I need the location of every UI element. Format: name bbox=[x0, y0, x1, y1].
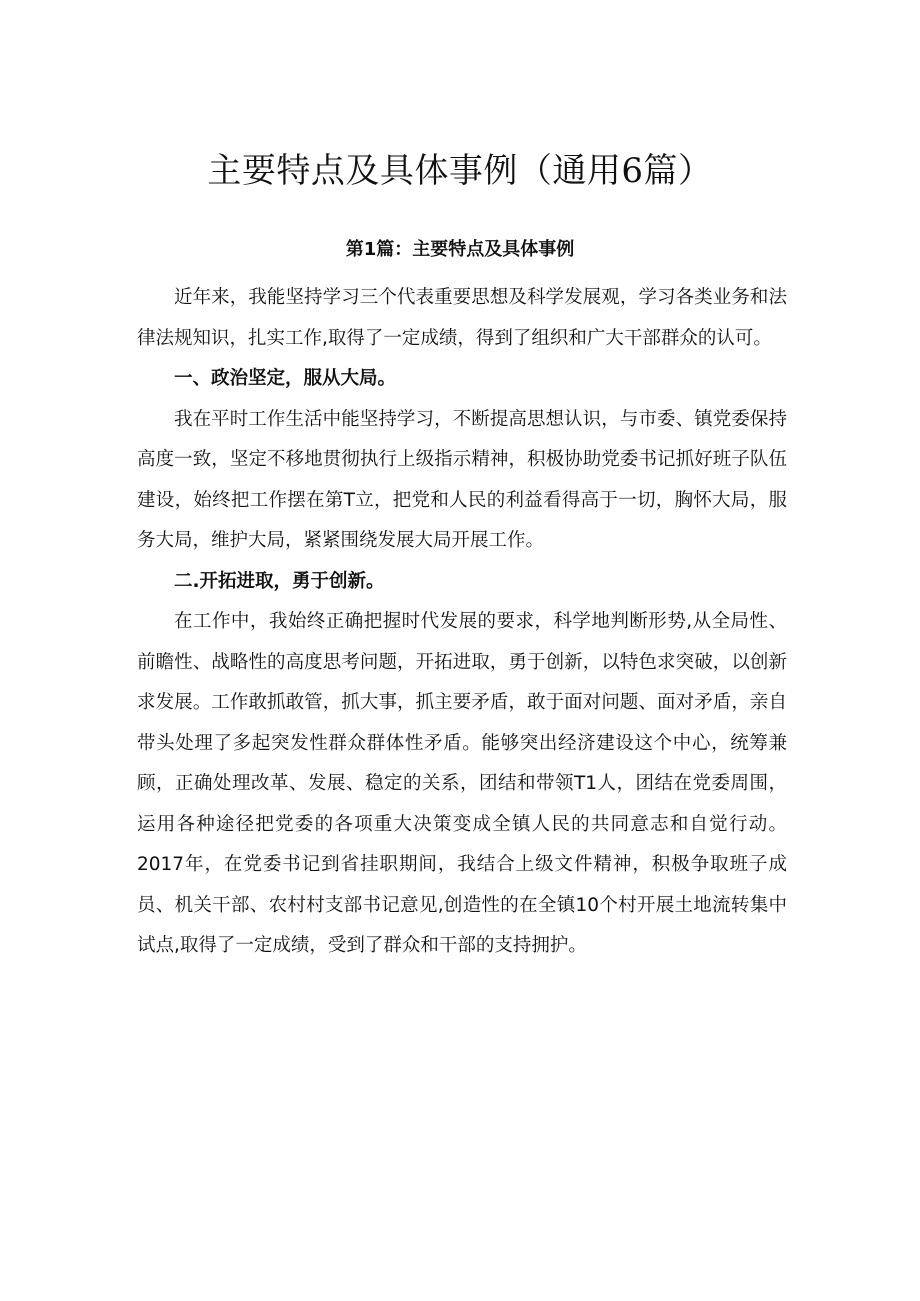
document-title: 主要特点及具体事例（通用6篇） bbox=[207, 151, 713, 191]
section-title: 第1篇：主要特点及具体事例 bbox=[345, 239, 575, 260]
heading-political: 一、政治坚定，服从大局。 bbox=[174, 368, 397, 389]
paragraph-innovation: 在工作中，我始终正确把握时代发展的要求，科学地判断形势,从全局性、前瞻性、战略性的高度思考问题，开拓进取，勇于创新，以特色求突破，以创新求发展。工作敢抓敢管，抓大事，抓主要矛盾，敢于面对问题、面对矛盾，亲自带头处理了多起突发性群众群体性矛盾。能够突出经济建设这个中心，统筹兼顾，正确处理改革、发展、稳定的关系，团结和带领T1人，团结在党委周围，运用各种途径把党委的各项重大决策变成全镇人民的共同意志和自觉行动。2017年，在党委书记到省挂职期间，我结合上级文件精神，积极争取班子成员、机关干部、农村村支部书记意见,创造性的在全镇10个村开展土地流转集中试点,取得了一定成绩，受到了群众和干部的支持拥护。 bbox=[137, 611, 787, 956]
paragraph-intro: 近年来，我能坚持学习三个代表重要思想及科学发展观，学习各类业务和法律法规知识，扎实工作,取得了一定成绩，得到了组织和广大干部群众的认可。 bbox=[137, 287, 787, 349]
heading-innovation: 二.开拓进取，勇于创新。 bbox=[174, 570, 385, 592]
paragraph-political: 我在平时工作生活中能坚持学习，不断提高思想认识，与市委、镇党委保持高度一致，坚定不移地贯彻执行上级指示精神，积极协助党委书记抓好班子队伍建设，始终把工作摆在第T立，把党和人民的利益看得高于一切，胸怀大局，服务大局，维护大局，紧紧围绕发展大局开展工作。 bbox=[137, 408, 787, 551]
document-body bbox=[137, 278, 787, 967]
